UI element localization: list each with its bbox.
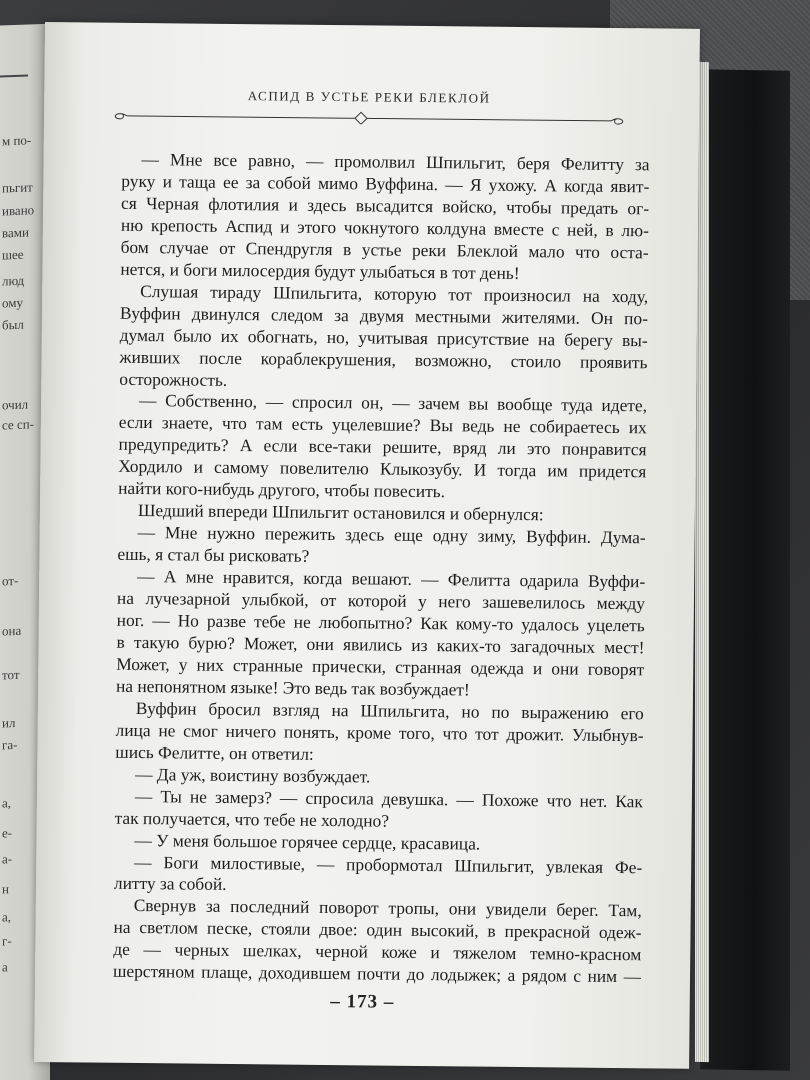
previous-page-fragment: ому (2, 294, 23, 311)
previous-page-fragment: она (2, 622, 22, 639)
previous-page-fragment: был (2, 316, 24, 333)
previous-page-fragment: а- (2, 851, 13, 867)
text-line: если знаете, что там есть уцелевшие? Вы ведь не собираетесь их (118, 412, 647, 438)
text-line: де — черных шелках, черной коже и тяжелом темно-красном (113, 939, 642, 965)
text-line: ешь, я стал бы рисковать? (117, 543, 310, 566)
previous-page-fragment: м по- (2, 132, 32, 149)
text-line: Шедший впереди Шпильгит остановился и обернулся: (137, 500, 544, 525)
previous-page-fragment: а, (2, 795, 12, 811)
text-line: на лучезарной улыбкой, от которой у него зашевелилось между (116, 587, 646, 614)
text-line: Вуффин двинулся следом за двумя местными жителями. Он по- (119, 302, 649, 329)
previous-page-fragment: н (2, 881, 9, 897)
previous-page-fragment: шее (2, 246, 24, 263)
previous-page-fragment: г- (2, 933, 12, 949)
previous-page-fragment: а (2, 959, 8, 975)
text-line: предупредить? А если все-таки решите, вряд ли это понравится (118, 434, 647, 460)
text-line: так получается, что тебе не холодно? (114, 807, 390, 831)
previous-page-fragment: тот (2, 666, 20, 683)
text-line: шись Фелитте, он ответил: (115, 741, 314, 764)
previous-page-fragment: га- (2, 736, 18, 753)
previous-page-fragment: люд (2, 272, 25, 289)
text-line: — Мне нужно пережить здесь еще одну зиму, Вуффин. Дума- (137, 522, 646, 548)
text-line: — Ты не замерз? — спросила девушка. — Похоже что нет. Как (134, 785, 643, 811)
text-line: Хордило и самому повелителю Клыкозубу. И тогда им придется (118, 456, 647, 482)
text-line: шерстяном плаще, доходившем почти до лодыжек; а рядом с ним — (112, 961, 642, 987)
text-line: лица не смог ничего понять, кроме того, что тот дрожит. Улыбнув- (115, 719, 644, 746)
text-line: Может, у них странные прически, странная одежда и они говорят (116, 653, 645, 680)
text-line: думал было их обогнать, но, учитывая присутствие на берегу вы- (119, 324, 648, 350)
text-line: на светлом песке, стояли двое: один высокий, в прекрасной одеж- (113, 917, 642, 943)
text-line: нется, и боги милосердия будут улыбаться в тот день! (120, 258, 520, 283)
text-line: — А мне нравится, когда вешают. — Фелитта одарила Вуффи- (137, 566, 646, 592)
text-line: ног. — Но разве тебе не любопытно? Как кому-то удалось уцелеть (116, 609, 645, 636)
text-line: осторожность. (119, 368, 228, 390)
text-line: на непонятном языке! Это ведь так возбуждает! (115, 675, 470, 700)
text-line: — Боги милостивые, — пробормотал Шпильгит, увлекая Фе- (134, 851, 643, 877)
previous-page-fragment: се сп- (2, 416, 35, 433)
previous-page-fragment: вами (2, 224, 29, 241)
text-line: литту за собой. (113, 873, 227, 895)
text-line: найти кого-нибудь другого, чтобы повесить. (118, 478, 446, 502)
previous-page-fragment: а, (2, 909, 12, 925)
previous-page-fragment: ил (2, 714, 16, 731)
header-ornament (109, 108, 629, 127)
text-line: — Да уж, воистину возбуждает. (135, 763, 371, 787)
text-line: живших после кораблекрушения, возможно, стоило проявить (119, 346, 648, 372)
text-line: ся Черная флотилия и здесь высадится войско, чтобы предать ог- (121, 192, 650, 219)
book-cover-edge (700, 69, 790, 1071)
previous-page-fragment: от- (2, 572, 19, 589)
page-header (99, 87, 639, 128)
text-line: — У меня большое горячее сердце, красавица. (134, 829, 481, 854)
previous-page-fragment: пьгит (2, 179, 33, 196)
previous-page-fragment: ивано (2, 202, 35, 219)
text-line: Вуффин бросил взгляд на Шпильгита, но по выражению его (135, 697, 644, 724)
text-line: — Собственно, — спросил он, — зачем вы вообще туда идете, (138, 390, 648, 416)
text-line: в такую бурю? Может, они явились из каких-то загадочных мест! (116, 631, 645, 658)
text-line: бом случае от Спендругля в устье реки Блеклой мало что оста- (120, 236, 649, 263)
text-line: руку и таща ее за собой мимо Вуффина. — Я ухожу. А когда явит- (121, 170, 650, 197)
previous-page-fragment: е- (2, 825, 13, 841)
text-line: ню крепость Аспид и этого чокнутого колдуна вместе с ней, в лю- (120, 214, 649, 241)
previous-page-ornament (0, 75, 28, 78)
text-line: Свернув за последний поворот тропы, они увидели берег. Там, (133, 895, 642, 921)
running-head: АСПИД В УСТЬЕ РЕКИ БЛЕКЛОЙ (247, 88, 491, 106)
book-page (34, 22, 700, 1069)
text-line: — Мне все равно, — промолвил Шпильгит, беря Фелитту за (141, 149, 650, 175)
text-line: Слушая тираду Шпильгита, которую тот произносил на ходу, (140, 280, 649, 307)
ornament-rule-icon (109, 108, 629, 127)
page-body-text (113, 149, 650, 989)
page-number: – 173 – (330, 991, 395, 1013)
previous-page-fragment: очил (2, 396, 29, 413)
